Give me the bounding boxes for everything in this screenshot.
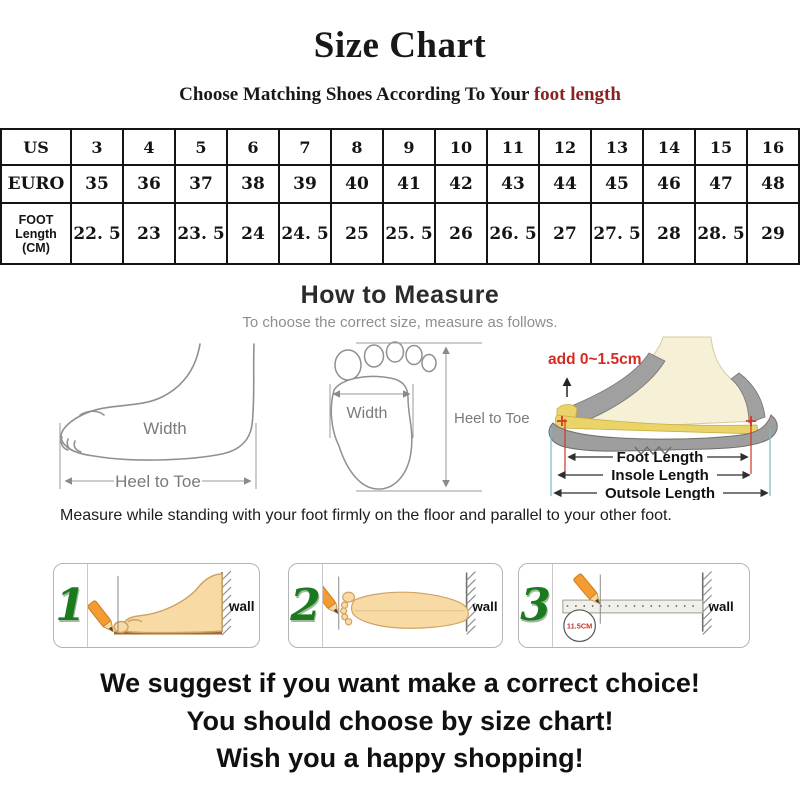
row-header-euro: EURO [1,165,71,203]
size-cell: 4 [123,129,175,165]
size-cell: 26 [435,203,487,264]
size-cell: 13 [591,129,643,165]
ruler-reading: 11.5CM [566,621,593,631]
size-cell: 8 [331,129,383,165]
foot-side [114,574,222,633]
size-cell: 24 [227,203,279,264]
how-to-measure-subheading: To choose the correct size, measure as follows. [242,314,558,331]
wall-label: wall [472,598,498,614]
size-cell: 11 [487,129,539,165]
footprint-horizontal [341,592,469,628]
size-cell: 47 [695,165,747,203]
step-3-box [518,563,750,648]
insole-length-label: Insole Length [611,467,709,484]
pencil-icon [88,600,117,635]
size-cell: 6 [227,129,279,165]
step-number: 3 [519,564,553,647]
row-header-foot-length: FOOT Length (CM) [1,203,71,264]
size-cell: 27. 5 [591,203,643,264]
step-1-box [53,563,260,648]
size-cell: 10 [435,129,487,165]
size-cell: 12 [539,129,591,165]
step-1-illustration [88,564,259,647]
size-cell: 46 [643,165,695,203]
table-row-us [1,129,799,165]
size-cell: 26. 5 [487,203,539,264]
size-cell: 28. 5 [695,203,747,264]
table-row-euro [1,165,799,203]
footer-line: We suggest if you want make a correct choice! [100,668,700,698]
size-cell: 41 [383,165,435,203]
wall-label: wall [708,598,734,614]
step-2-box [288,563,503,648]
heel-to-toe-label: Heel to Toe [115,472,201,491]
size-cell: 22. 5 [71,203,123,264]
page-title: Size Chart [313,25,487,66]
size-cell: 44 [539,165,591,203]
size-cell: 37 [175,165,227,203]
step-2-illustration [323,564,502,647]
footer-message [0,665,800,778]
footprint-top-view-diagram [318,338,538,500]
size-cell: 45 [591,165,643,203]
outsole-length-label: Outsole Length [605,485,715,500]
step-3-illustration [553,564,749,647]
size-cell: 29 [747,203,799,264]
row-header-us: US [1,129,71,165]
step-number: 1 [54,564,88,647]
size-cell: 14 [643,129,695,165]
table-row-foot-length [1,203,799,264]
size-cell: 15 [695,129,747,165]
size-cell: 16 [747,129,799,165]
step-number: 2 [289,564,323,647]
width-label: Width [346,405,388,422]
heel-to-toe-label: Heel to Toe [454,410,530,427]
size-cell: 3 [71,129,123,165]
size-cell: 23 [123,203,175,264]
foot-length-label: Foot Length [616,449,704,466]
footer-line: You should choose by size chart! [186,705,614,736]
size-table [0,128,800,265]
wall-label: wall [229,599,255,614]
size-cell: 28 [643,203,695,264]
foot-outline [61,344,254,460]
how-to-measure-heading: How to Measure [300,281,500,309]
size-cell: 39 [279,165,331,203]
size-cell: 9 [383,129,435,165]
size-cell: 27 [539,203,591,264]
size-cell: 25. 5 [383,203,435,264]
subtitle-accent: foot length [533,84,621,105]
size-cell: 24. 5 [279,203,331,264]
size-cell: 23. 5 [175,203,227,264]
width-label: Width [143,419,187,438]
size-cell: 42 [435,165,487,203]
subtitle [0,84,800,106]
subtitle-main: Choose Matching Shoes According To Your [179,84,534,105]
add-note-label: add 0~1.5cm [548,351,642,368]
size-cell: 48 [747,165,799,203]
size-cell: 7 [279,129,331,165]
size-cell: 35 [71,165,123,203]
size-cell: 5 [175,129,227,165]
footer-line: Wish you a happy shopping! [216,743,584,773]
size-cell: 25 [331,203,383,264]
size-cell: 40 [331,165,383,203]
standing-note: Measure while standing with your foot firmly on the floor and parallel to your other foot. [60,507,672,524]
foot-side-view-diagram [50,342,295,500]
size-cell: 36 [123,165,175,203]
size-cell: 38 [227,165,279,203]
shoe-cross-section-diagram [543,333,800,500]
size-cell: 43 [487,165,539,203]
